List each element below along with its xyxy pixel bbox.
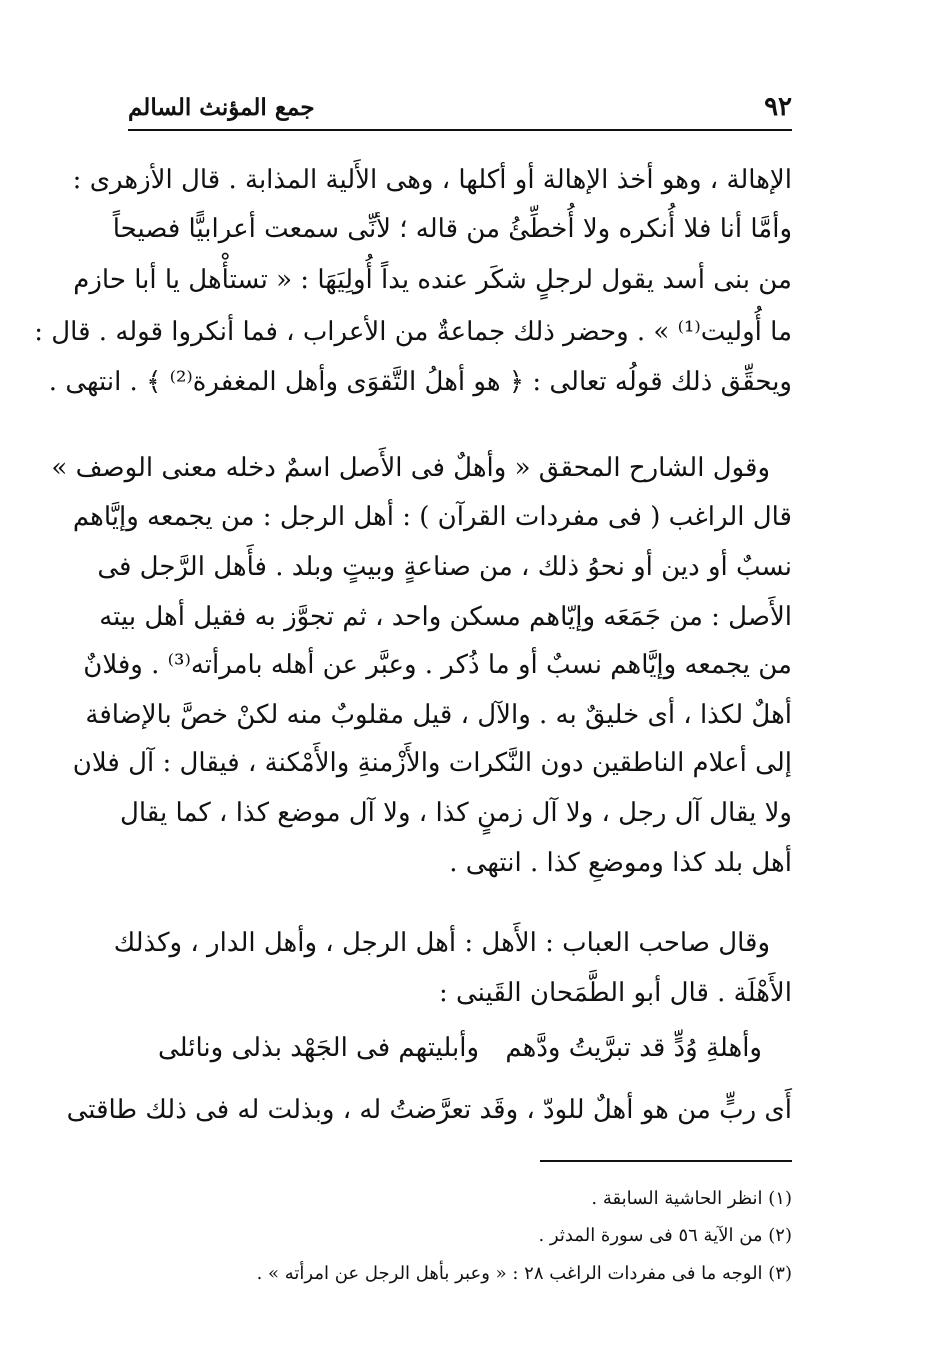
paragraph-1-line: من بنى أسد يقول لرجلٍ شكَر عنده يداً أُولِيَهَا : « تستأْهل يا أبا حازم [73,265,792,295]
footnote-rule [540,1160,792,1162]
paragraph-2-line: إلى أعلام الناطقين دون النَّكرات والأَزْمنةِ والأَمْكنة ، فيقال : آل فلان [72,748,792,778]
page-header [128,88,792,128]
verse-explanation: أَى ربٍّ من هو أهلٌ للودّ ، وقَد تعرَّضتُ له ، وبذلت له فى ذلك طاقتى [66,1095,792,1125]
header-rule [128,129,792,131]
paragraph-3-line: وقال صاحب العباب : الأَهل : أهل الرجل ، وأهل الدار ، وكذلك [113,928,770,958]
verse-first-hemistich: وأهلةِ وُدٍّ قد تبرَّيتُ ودَّهم [505,1033,762,1063]
paragraph-1-line: وأمَّا أنا فلا أُنكره ولا أُخطِّئُ من قاله ؛ لأنِّى سمعت أعرابيًّا فصيحاً [112,214,792,244]
footnote-3: (٣) الوجه ما فى مفردات الراغب ٢٨ : « وعبر بأهل الرجل عن امرأته » . [256,1263,792,1284]
paragraph-2-line: الأَصل : من جَمَعَه وإيّاهم مسكن واحد ، ثم تجوَّز به فقيل أهل بيته [99,602,792,632]
paragraph-1-line: ويحقِّق ذلك قولُه تعالى : ﴿ هو أهلُ التَّقوَى وأهل المغفرة⁽²⁾ ﴾ . انتهى . [48,367,792,397]
running-title: جمع المؤنث السالم [128,94,315,121]
paragraph-1-line: الإهالة ، وهو أخذ الإهالة أو أكلها ، وهى الأَلية المذابة . قال الأزهرى : [72,165,792,195]
paragraph-2-line: قال الراغب ( فى مفردات القرآن ) : أهل الرجل : من يجمعه وإيَّاهم [72,502,792,532]
verse-second-hemistich: وأبليتهم فى الجَهْد بذلى ونائلى [158,1033,480,1063]
paragraph-1-line: ما أُوليت⁽¹⁾ » . وحضر ذلك جماعةٌ من الأعراب ، فما أنكروا قوله . قال : [34,317,792,347]
paragraph-2-line: أهلٌ لكذا ، أى خليقٌ به . والآل ، قيل مقلوبٌ منه لكنْ خصَّ بالإضافة [85,700,792,730]
paragraph-3-line: الأَهْلَة . قال أبو الطَّمَحان القَينى : [438,978,792,1008]
verse-line [128,1024,792,1072]
page-number: ٩٢ [764,92,792,122]
footnote-1: (١) انظر الحاشية السابقة . [591,1188,792,1209]
paragraph-2-line: وقول الشارح المحقق « وأهلٌ فى الأَصل اسمٌ دخله معنى الوصف » [51,453,770,483]
paragraph-2-line: أهل بلد كذا وموضعِ كذا . انتهى . [449,848,792,878]
footnote-2: (٢) من الآية ٥٦ فى سورة المدثر . [538,1225,792,1246]
paragraph-2-line: من يجمعه وإيَّاهم نسبٌ أو ما ذُكر . وعبَّر عن أهله بامرأته⁽³⁾ . وفلانٌ [83,650,792,680]
paragraph-2-line: ولا يقال آل رجل ، ولا آل زمنٍ كذا ، ولا آل موضع كذا ، كما يقال [119,798,792,828]
paragraph-2-line: نسبٌ أو دين أو نحوُ ذلك ، من صناعةٍ وبيتٍ وبلد . فأَهل الرَّجل فى [97,552,792,582]
